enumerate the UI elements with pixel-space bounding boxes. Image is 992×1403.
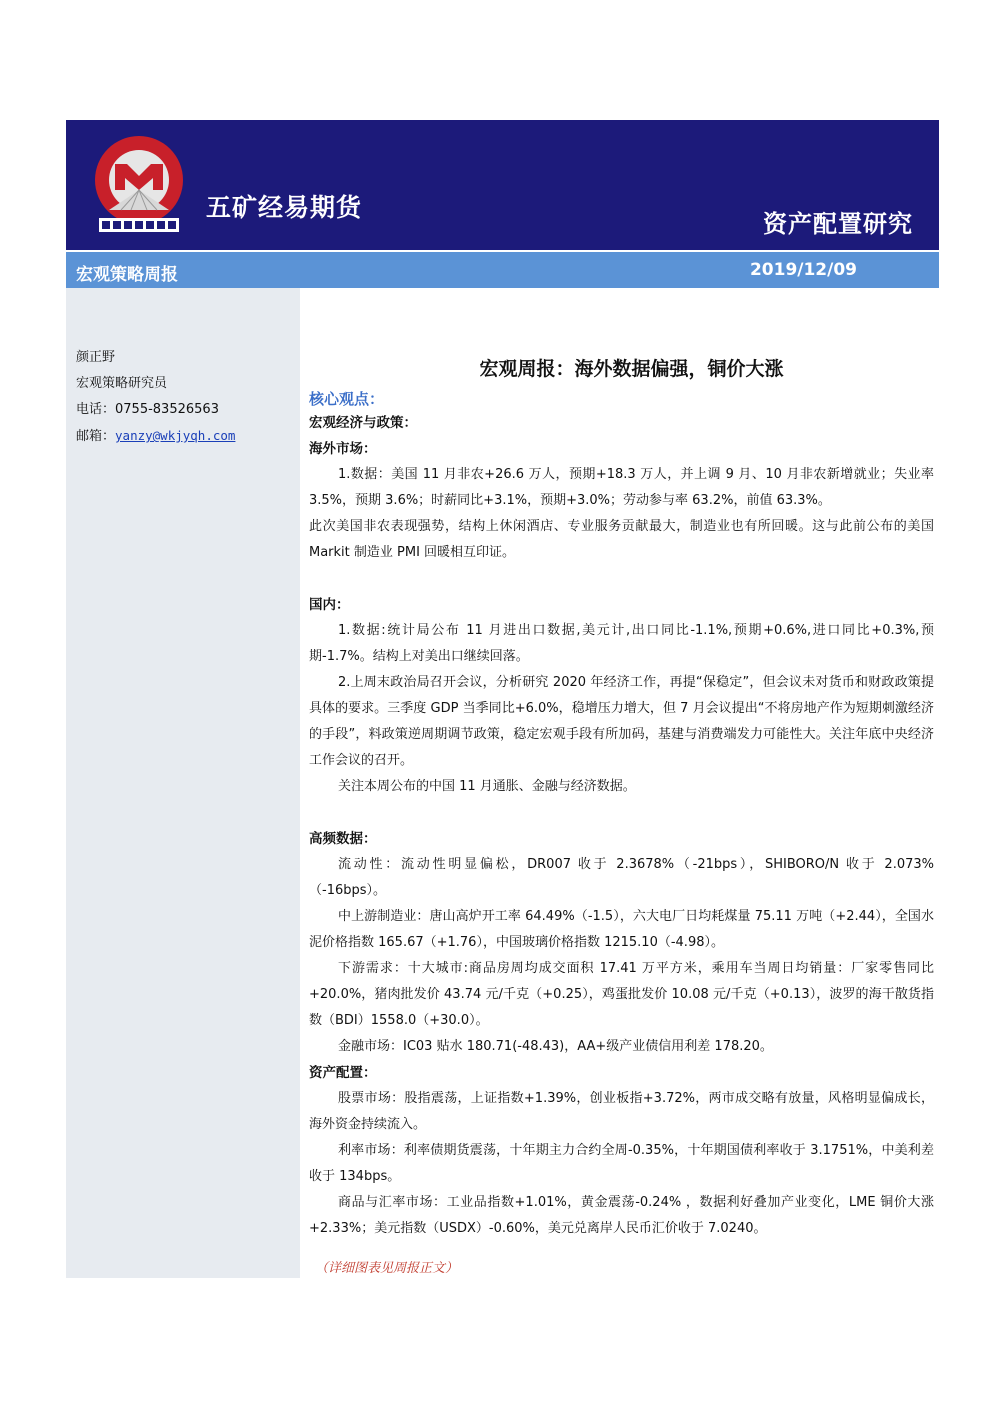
analyst-sidebar	[66, 288, 300, 1278]
high-frequency-paragraph-1: 流动性：流动性明显偏松，DR007 收于 2.3678%（-21bps），SHIBORO/N 收于 2.073%（-16bps）。	[309, 857, 934, 898]
asset-allocation-paragraph-1: 股票市场：股指震荡，上证指数+1.39%，创业板指+3.72%，两市成交略有放量，风格明显偏成长，海外资金持续流入。	[309, 1091, 934, 1132]
asset-allocation-paragraph-2: 利率市场：利率债期货震荡，十年期主力合约全周-0.35%，十年期国债利率收于 3.1751%，中美利差收于 134bps。	[309, 1143, 934, 1184]
spacer	[309, 800, 934, 826]
core-view-heading: 核心观点：	[309, 390, 385, 408]
high-frequency-paragraph-3: 下游需求：十大城市:商品房周均成交面积 17.41 万平方米，乘用车当周日均销量：厂家零售同比+20.0%，猪肉批发价 43.74 元/千克（+0.25），鸡蛋批发价 10.08 元/千克（+0.13），波罗的海干散货指数（BDI）1558.0（+30.0）。	[309, 961, 934, 1028]
analyst-phone	[76, 398, 219, 417]
minmetals-logo	[91, 134, 187, 236]
overseas-paragraph-2: 此次美国非农表现强势，结构上休闲酒店、专业服务贡献最大，制造业也有所回暖。这与此前公布的美国 Markit 制造业 PMI 回暖相互印证。	[309, 519, 934, 560]
section-bar	[66, 252, 939, 288]
domestic-paragraph-2: 2.上周末政治局召开会议，分析研究 2020 年经济工作，再提“保稳定”，但会议未对货币和财政政策提具体的要求。三季度 GDP 当季同比+6.0%，稳增压力增大，但 7 月会议提出“不将房地产作为短期刺激经济的手段”，料政策逆周期调节政策，稳定宏观手段有所加码，基建与消费端发力可能性大。关注年底中央经济工作会议的召开。	[309, 675, 934, 768]
email-label: 邮箱：	[76, 429, 116, 444]
high-frequency-paragraph-4: 金融市场：IC03 贴水 180.71(-48.43)，AA+级产业债信用利差 178.20。	[338, 1039, 773, 1054]
domestic-heading: 国内：	[309, 597, 350, 613]
report-header-banner	[66, 120, 939, 250]
high-frequency-paragraph-2: 中上游制造业：唐山高炉开工率 64.49%（-1.5），六大电厂日均耗煤量 75.11 万吨（+2.44），全国水泥价格指数 165.67（+1.76），中国玻璃价格指数 1215.10（-4.98）。	[309, 909, 934, 950]
asset-allocation-heading: 资产配置：	[309, 1065, 377, 1081]
section-title: 宏观策略周报	[76, 265, 178, 285]
domestic-paragraph-3: 关注本周公布的中国 11 月通胀、金融与经济数据。	[338, 779, 636, 794]
email-link[interactable]: yanzy@wkjyqh.com	[115, 428, 236, 443]
report-date: 2019/12/09	[749, 260, 857, 280]
high-frequency-heading: 高频数据：	[309, 831, 377, 847]
company-name: 五矿经易期货	[206, 193, 363, 222]
analyst-email	[76, 425, 235, 444]
report-type: 资产配置研究	[763, 210, 913, 238]
analyst-name: 颜正野	[76, 350, 116, 365]
phone-number: 0755-83526563	[115, 402, 219, 417]
asset-allocation-paragraph-3: 商品与汇率市场：工业品指数+1.01%，黄金震荡-0.24% ，数据利好叠加产业变化，LME 铜价大涨+2.33%；美元指数（USDX）-0.60%，美元兑离岸人民币汇价收于 7.0240。	[309, 1195, 934, 1236]
domestic-paragraph-1: 1.数据:统计局公布 11 月进出口数据,美元计,出口同比-1.1%,预期+0.6%,进口同比+0.3%,预期-1.7%。结构上对美出口继续回落。	[309, 623, 934, 664]
document-title: 宏观周报：海外数据偏强，铜价大涨	[479, 358, 784, 380]
spacer	[309, 566, 934, 592]
report-body	[309, 340, 934, 1282]
overseas-paragraph-1: 1.数据：美国 11 月非农+26.6 万人，预期+18.3 万人，并上调 9 月、10 月非农新增就业；失业率 3.5%，预期 3.6%；时薪同比+3.1%，预期+3.0%；劳动参与率 63.2%，前值 63.3%。	[309, 467, 934, 508]
detail-note: （详细图表见周报正文）	[315, 1261, 459, 1276]
phone-label: 电话：	[76, 402, 116, 417]
analyst-role: 宏观策略研究员	[76, 376, 168, 391]
overseas-heading: 海外市场：	[309, 441, 377, 457]
policy-heading: 宏观经济与政策：	[309, 415, 417, 431]
